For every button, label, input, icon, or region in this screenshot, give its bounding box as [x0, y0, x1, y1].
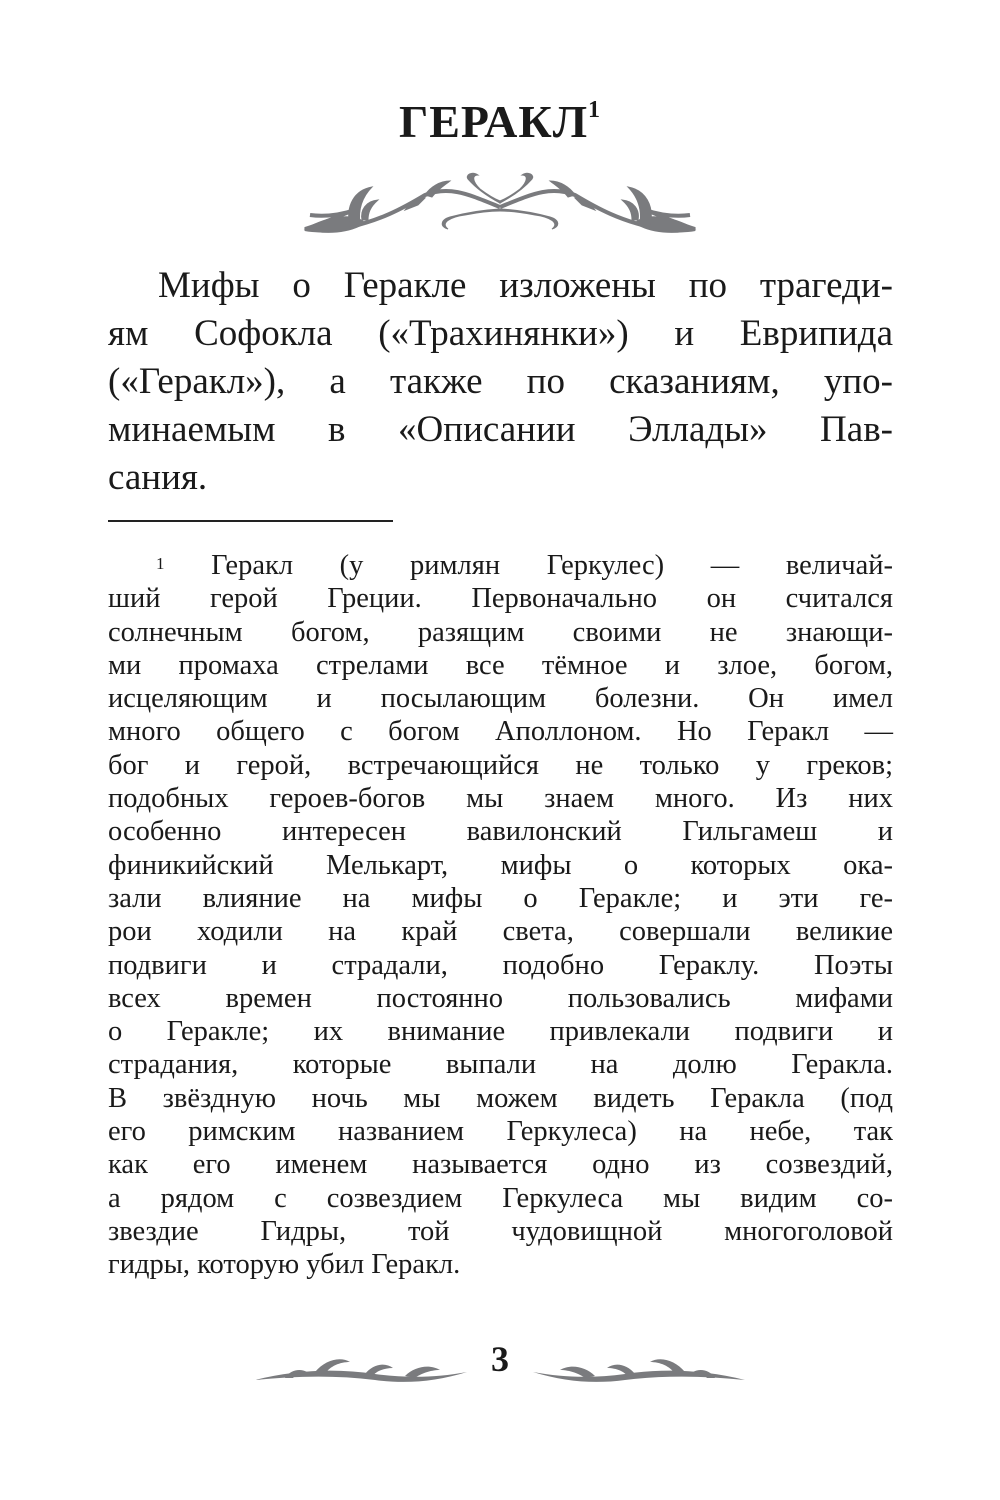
footnote-mark: 1 — [156, 554, 165, 573]
footnote-line: как его именем называется одно из созвездий, — [108, 1149, 893, 1181]
footnote-line: его римским названием Геркулеса) на небе, так — [108, 1116, 893, 1148]
body-line: минаемым в «Описании Эллады» Пав- — [108, 409, 893, 450]
footnote-line: В звёздную ночь мы можем видеть Геракла (под — [108, 1082, 893, 1114]
page-ornament-right-icon — [530, 1350, 745, 1390]
body-paragraph — [108, 262, 893, 502]
body-line: («Геракл»), а также по сказаниям, упо- — [108, 361, 893, 402]
footnote-line: подобных героев-богов мы знаем много. Из них — [108, 783, 893, 815]
footnote-line: исцеляющим и посылающим болезни. Он имел — [108, 683, 893, 715]
footnote-line: бог и герой, встречающийся не только у греков; — [108, 749, 893, 781]
footnote-line: о Геракле; их внимание привлекали подвиги и — [108, 1016, 893, 1048]
footnote-line: финикийский Мелькарт, мифы о которых ока- — [108, 849, 893, 881]
footnote-line: много общего с богом Аполлоном. Но Геракл — — [108, 716, 893, 748]
body-line: сания. — [108, 457, 208, 498]
footnote — [108, 549, 893, 1282]
footnote-line: а рядом с созвездием Геркулеса мы видим со- — [108, 1182, 893, 1214]
footnote-line: особенно интересен вавилонский Гильгамеш и — [108, 816, 893, 848]
body-line: Мифы о Геракле изложены по трагеди- — [158, 265, 893, 306]
footnote-line: зали влияние на мифы о Геракле; и эти ге- — [108, 882, 893, 914]
footnote-line — [108, 549, 893, 582]
footnote-line: подвиги и страдали, подобно Гераклу. Поэты — [108, 949, 893, 981]
footnote-separator — [108, 520, 393, 522]
title-footnote-mark: 1 — [588, 97, 601, 123]
body-line: ям Софокла («Трахинянки») и Еврипида — [108, 313, 893, 354]
footnote-line: рои ходили на край света, совершали великие — [108, 916, 893, 948]
footnote-line: ми промаха стрелами все тёмное и злое, богом, — [108, 649, 893, 681]
footnote-line: звездие Гидры, той чудовищной многоголовой — [108, 1215, 893, 1247]
page-number: 3 — [491, 1339, 509, 1379]
footnote-line: всех времен постоянно пользовались мифами — [108, 982, 893, 1014]
footnote-line-text: Геракл (у римлян Геркулес) — величай- — [211, 550, 894, 581]
footnote-line: солнечным богом, разящим своими не знающи- — [108, 616, 893, 648]
footnote-line: гидры, которую убил Геракл. — [108, 1249, 461, 1281]
chapter-title-text: ГЕРАКЛ — [398, 96, 588, 147]
chapter-title — [0, 95, 1000, 148]
footnote-line: страдания, которые выпали на долю Геракла. — [108, 1049, 893, 1081]
footnote-line: ший герой Греции. Первоначально он считался — [108, 583, 893, 615]
ornament-divider-icon — [300, 165, 700, 245]
